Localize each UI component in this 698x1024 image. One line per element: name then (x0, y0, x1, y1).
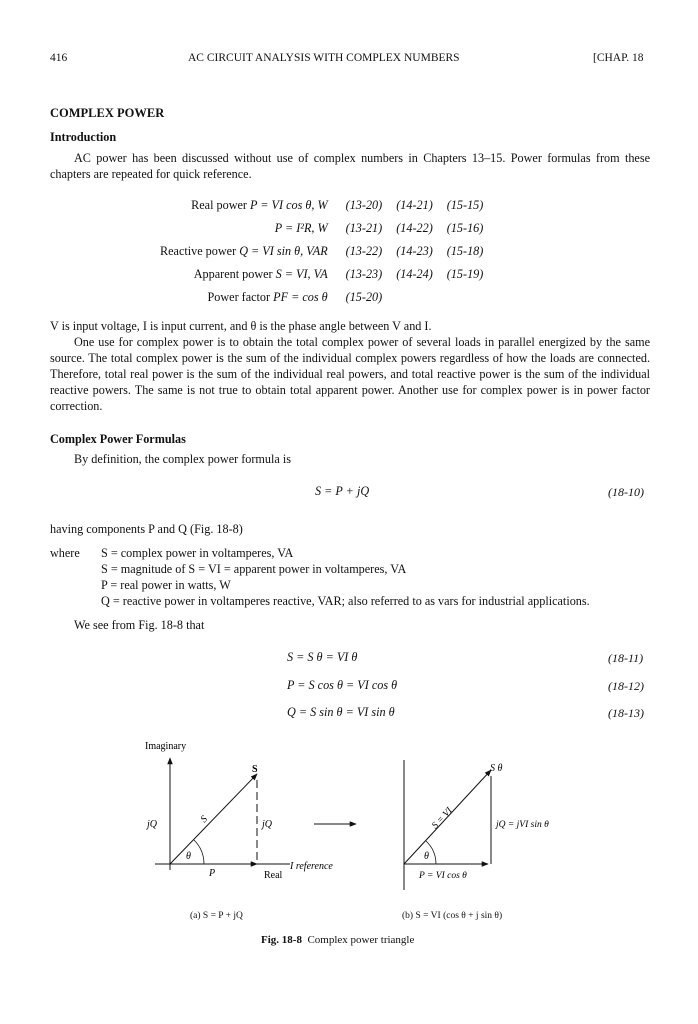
paragraph-complex-power-use: One use for complex power is to obtain the total complex power of several loads in parallel energized by the same source. The total complex power is the sum of the individual complex powers regardless of how the loads are connected. Therefore, total real power is the sum of the individual real powers, and total reactive power is the sum of the individual reactive powers. The same is not true to obtain total apparent power. Another use for complex power is in power factor correction. (50, 335, 650, 413)
formula-label: Power factor PF = cos θ (207, 290, 328, 304)
formula-row (160, 263, 483, 286)
equation-18-12: P = S cos θ = VI cos θ (287, 678, 398, 692)
formulas-heading: Complex Power Formulas (50, 432, 186, 446)
formulas-intro: By definition, the complex power formula is (74, 452, 291, 466)
formula-label: Reactive power Q = VI sin θ, VAR (160, 244, 328, 258)
formula-ref: (15-19) (446, 267, 484, 281)
theta-arc (194, 840, 204, 864)
formula-row (160, 194, 483, 217)
formula-ref: (14-23) (396, 244, 433, 258)
label-p-b: P = VI cos θ (419, 871, 467, 881)
formula-ref (433, 286, 484, 309)
formula-ref: (15-15) (446, 198, 484, 212)
equation-18-10: S = P + jQ (315, 484, 370, 498)
components-line: having components P and Q (Fig. 18-8) (50, 522, 243, 536)
where-word: where (50, 546, 80, 560)
label-s: S (198, 813, 210, 826)
chapter-label: [CHAP. 18 (593, 52, 644, 64)
formula-ref: (15-18) (446, 244, 484, 258)
where-item: S = complex power in voltamperes, VA (101, 546, 294, 560)
label-imaginary: Imaginary (145, 741, 187, 752)
label-p: P (209, 868, 216, 879)
where-item: S = magnitude of S = VI = apparent power in voltamperes, VA (101, 562, 407, 576)
where-item: Q = reactive power in voltamperes reactive, VAR; also referred to as vars for industrial applications. (101, 594, 590, 608)
where-item: P = real power in watts, W (101, 578, 231, 592)
formula-label: P = I²R, W (274, 221, 328, 235)
s-vector (170, 774, 257, 864)
formula-ref: (14-21) (396, 198, 433, 212)
formula-ref (382, 286, 433, 309)
equation-ref: (18-10) (608, 485, 644, 499)
formula-ref: (13-22) (345, 244, 383, 258)
formula-ref: (13-20) (345, 198, 383, 212)
formula-ref: (14-22) (396, 221, 433, 235)
diagram-a (145, 741, 290, 881)
label-real: Real (264, 870, 283, 881)
label-i-reference: I reference (290, 861, 333, 872)
label-theta-b: θ (424, 851, 429, 862)
equation-18-11: S = S θ = VI θ (287, 650, 358, 664)
equation-18-13: Q = S sin θ = VI sin θ (287, 705, 395, 719)
see-line: We see from Fig. 18-8 that (74, 618, 205, 632)
formula-ref: (15-16) (446, 221, 484, 235)
label-s-bold: S (252, 764, 258, 775)
running-title: AC CIRCUIT ANALYSIS WITH COMPLEX NUMBERS (188, 52, 460, 64)
formula-row (160, 217, 483, 240)
caption-b: (b) S = VI (cos θ + j sin θ) (402, 911, 503, 921)
equation-ref: (18-12) (608, 679, 644, 693)
label-jq-b: jQ = jVI sin θ (496, 820, 549, 830)
caption-a: (a) S = P + jQ (190, 911, 243, 921)
label-theta: θ (186, 851, 191, 862)
label-s-angle: S θ (490, 763, 503, 774)
figure-title-text: Complex power triangle (307, 934, 415, 946)
diagram-b (404, 760, 549, 890)
figure-title (261, 934, 414, 946)
section-title: COMPLEX POWER (50, 106, 165, 120)
equation-ref: (18-13) (608, 706, 644, 720)
label-jq-left: jQ (147, 819, 157, 830)
definition-line: V is input voltage, I is input current, and θ is the phase angle between V and I. (50, 319, 432, 333)
formula-label: Real power P = VI cos θ, W (191, 198, 328, 212)
figure-number: Fig. 18-8 (261, 934, 302, 946)
formula-ref: (13-23) (345, 267, 383, 281)
formula-ref: (15-20) (345, 290, 383, 304)
formula-table (160, 194, 483, 309)
intro-paragraph: AC power has been discussed without use of complex numbers in Chapters 13–15. Power formulas from these chapters are repeated for quick reference. (50, 151, 650, 181)
formula-row (160, 286, 483, 309)
intro-heading: Introduction (50, 130, 117, 144)
formula-ref: (14-24) (396, 267, 433, 281)
formula-row (160, 240, 483, 263)
label-s-vi: S = VI (430, 805, 455, 832)
formula-ref: (13-21) (345, 221, 383, 235)
equation-ref: (18-11) (608, 651, 644, 665)
complex-power-figure (0, 730, 698, 930)
label-jq-right: jQ (262, 819, 272, 830)
page-number: 416 (50, 52, 68, 64)
formula-label: Apparent power S = VI, VA (193, 267, 328, 281)
